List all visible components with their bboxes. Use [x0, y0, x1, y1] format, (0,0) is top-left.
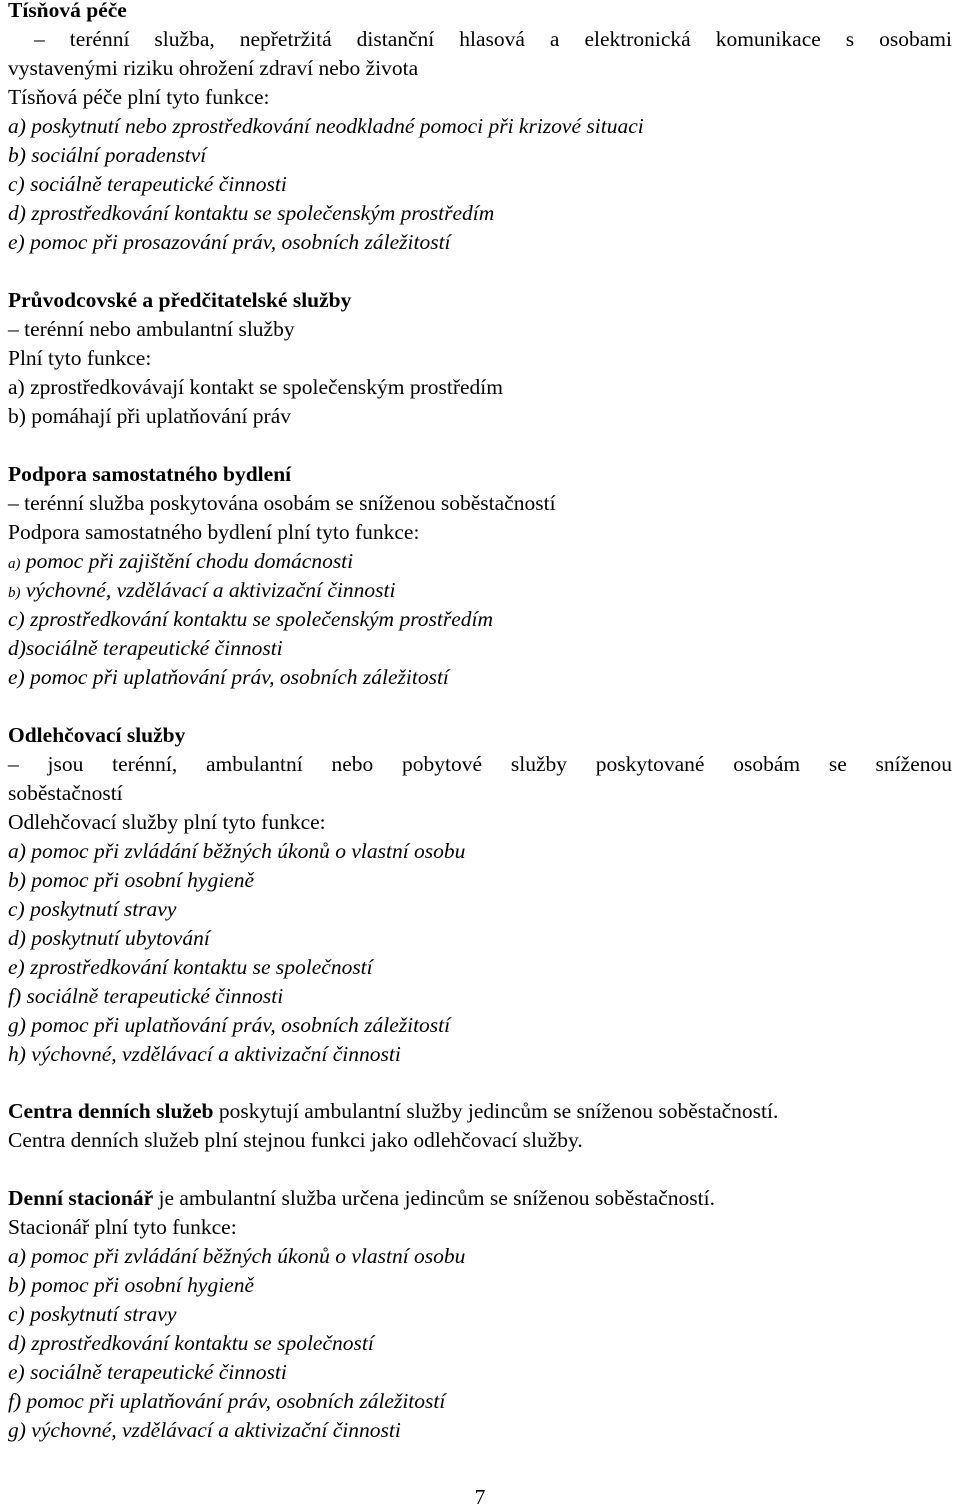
section-heading-centra-dennich-sluzeb: Centra denních služeb [8, 1099, 214, 1123]
list-item: a) poskytnutí nebo zprostředkování neodkladné pomoci při krizové situaci [8, 114, 644, 138]
odlehcovaci-functions-intro: Odlehčovací služby plní tyto funkce: [8, 810, 326, 834]
podpora-functions-intro: Podpora samostatného bydlení plní tyto funkce: [8, 520, 420, 544]
odlehcovaci-description-line1: – jsou terénní, ambulantní nebo pobytové služby poskytované osobám se sníženou [8, 752, 952, 776]
list-item: g) pomoc při uplatňování práv, osobních záležitostí [8, 1013, 451, 1037]
list-item: c) sociálně terapeutické činnosti [8, 172, 287, 196]
list-item: e) sociálně terapeutické činnosti [8, 1360, 287, 1384]
centra-paragraph-line2: Centra denních služeb plní stejnou funkci jako odlehčovací služby. [8, 1128, 583, 1152]
list-item: e) zprostředkování kontaktu se společností [8, 955, 373, 979]
podpora-description: – terénní služba poskytována osobám se sníženou soběstačností [8, 491, 556, 515]
list-item: b) sociální poradenství [8, 143, 207, 167]
section-heading-pruvodcovske-sluzby: Průvodcovské a předčitatelské služby [8, 288, 352, 312]
list-item: b) pomoc při osobní hygieně [8, 868, 255, 892]
section-heading-denni-stacionar: Denní stacionář [8, 1186, 154, 1210]
list-item: b) pomoc při osobní hygieně [8, 1273, 255, 1297]
list-item: g) výchovné, vzdělávací a aktivizační činnosti [8, 1418, 401, 1442]
list-item-letter: a) [8, 556, 21, 572]
centra-description: poskytují ambulantní služby jedincům se sníženou soběstačností. [213, 1099, 779, 1123]
list-item: a) zprostředkovávají kontakt se společenským prostředím [8, 375, 503, 399]
stacionar-functions-intro: Stacionář plní tyto funkce: [8, 1215, 237, 1239]
pruvodcovske-description: – terénní nebo ambulantní služby [8, 317, 295, 341]
odlehcovaci-description-line2: soběstačností [8, 781, 123, 805]
list-item: e) pomoc při uplatňování práv, osobních záležitostí [8, 665, 449, 689]
list-item: c) zprostředkování kontaktu se společenským prostředím [8, 607, 494, 631]
list-item: b) pomáhají při uplatňování práv [8, 404, 292, 428]
section-heading-podpora-bydleni: Podpora samostatného bydlení [8, 462, 292, 486]
list-item: f) sociálně terapeutické činnosti [8, 984, 284, 1008]
stacionar-paragraph-line1 [8, 1184, 952, 1213]
tisnova-description-line1: – terénní služba, nepřetržitá distanční hlasová a elektronická komunikace s osobami [34, 27, 952, 51]
list-item: d) poskytnutí ubytování [8, 926, 210, 950]
tisnova-description-line2: vystavenými riziku ohrožení zdraví nebo života [8, 56, 419, 80]
list-item [8, 576, 952, 608]
stacionar-description: je ambulantní služba určena jedincům se sníženou soběstačností. [153, 1186, 715, 1210]
pruvodcovske-functions-intro: Plní tyto funkce: [8, 346, 152, 370]
list-item: f) pomoc při uplatňování práv, osobních záležitostí [8, 1389, 446, 1413]
section-heading-odlehcovaci-sluzby: Odlehčovací služby [8, 723, 186, 747]
list-item: c) poskytnutí stravy [8, 1302, 177, 1326]
list-item-text: výchovné, vzdělávací a aktivizační činnosti [20, 578, 396, 602]
list-item: e) pomoc při prosazování práv, osobních záležitostí [8, 230, 451, 254]
list-item: d) zprostředkování kontaktu se společností [8, 1331, 374, 1355]
list-item-letter: b) [8, 585, 21, 601]
list-item: a) pomoc při zvládání běžných úkonů o vlastní osobu [8, 839, 466, 863]
list-item-text: pomoc při zajištění chodu domácnosti [20, 549, 354, 573]
centra-paragraph-line1 [8, 1097, 952, 1126]
tisnova-functions-intro: Tísňová péče plní tyto funkce: [8, 85, 270, 109]
list-item: a) pomoc při zvládání běžných úkonů o vlastní osobu [8, 1244, 466, 1268]
list-item: c) poskytnutí stravy [8, 897, 177, 921]
list-item: h) výchovné, vzdělávací a aktivizační činnosti [8, 1042, 401, 1066]
page-number: 7 [474, 1485, 486, 1509]
section-heading-tisnova-pece: Tísňová péče [8, 0, 127, 22]
list-item: d) zprostředkování kontaktu se společenským prostředím [8, 201, 495, 225]
list-item [8, 547, 952, 579]
list-item: d)sociálně terapeutické činnosti [8, 636, 283, 660]
